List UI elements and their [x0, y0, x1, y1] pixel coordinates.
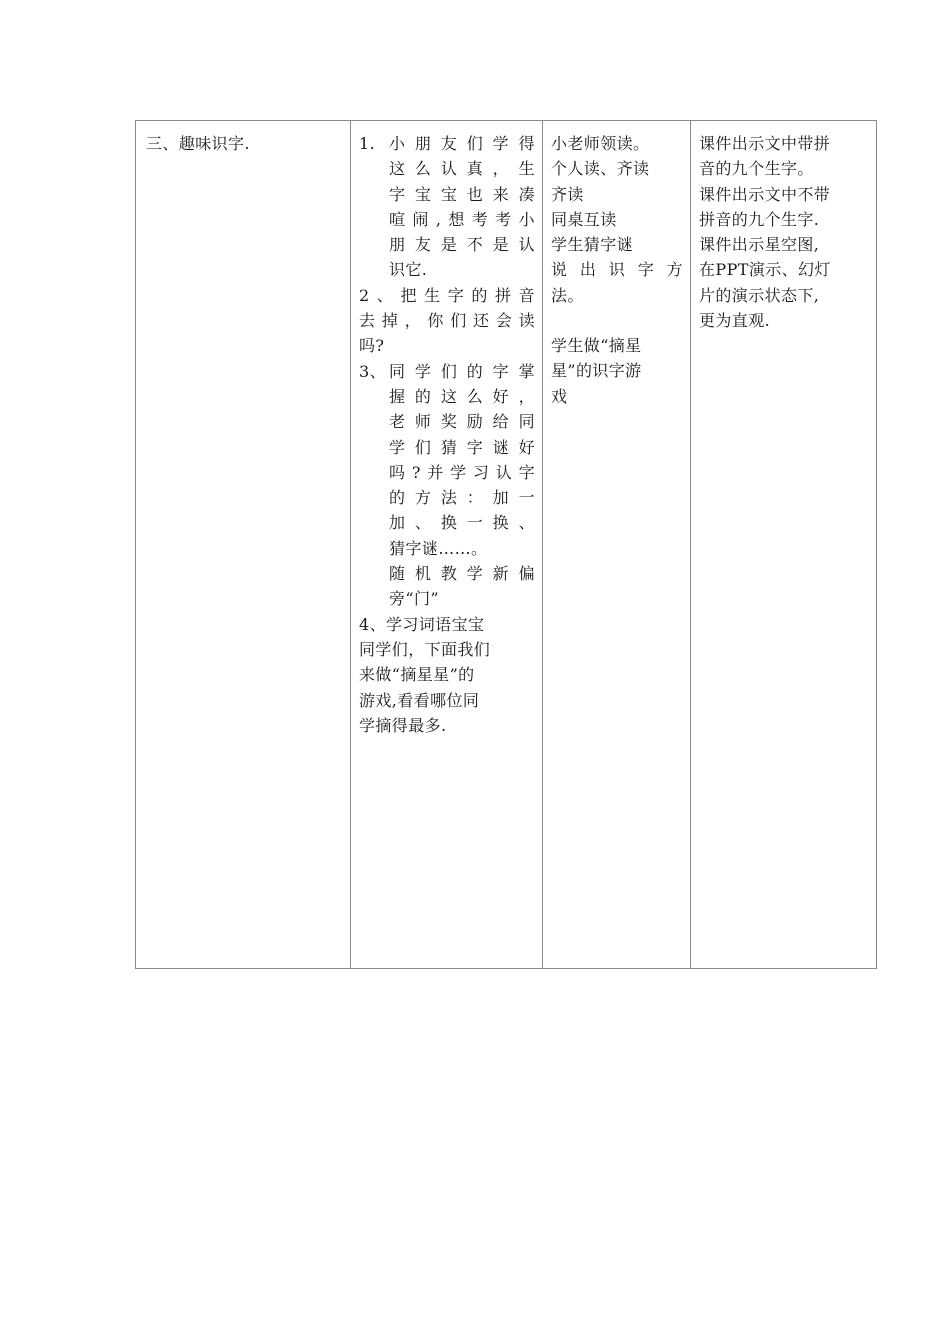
text-line: 老师奖励给同 — [389, 412, 535, 432]
text-line: 的方法：加一 — [389, 488, 535, 508]
text-line: 握的这么好， — [389, 386, 535, 406]
spacer — [551, 308, 683, 333]
text-line: 学生做“摘星 — [551, 336, 642, 356]
text-line: 课件出示文中不带 — [699, 184, 831, 204]
item-number: 1. — [359, 134, 376, 153]
student-block-2 — [551, 333, 683, 409]
teacher-item-3 — [359, 359, 535, 612]
teacher-item-4 — [359, 612, 535, 738]
text-line: 同学们，下面我们 — [359, 639, 491, 659]
text-line: 齐读 — [551, 184, 584, 204]
text-line: 字宝宝也来凑 — [389, 184, 535, 204]
text-line: 课件出示文中带拼 — [699, 134, 831, 153]
stage-cell — [136, 121, 351, 969]
text-line: 喧闹,想考考小 — [389, 209, 535, 229]
lesson-plan-table — [135, 120, 877, 969]
text-line: 戏 — [551, 386, 568, 406]
teacher-item-2 — [359, 283, 535, 359]
text-line: 说出识字方 — [551, 260, 683, 280]
stage-title: 三、趣味识字. — [146, 134, 250, 153]
text-line: 小老师领读。 — [551, 134, 650, 153]
text-line: 课件出示星空图, — [699, 235, 820, 255]
teacher-item-1 — [359, 131, 535, 283]
text-line: 随机教学新偏 — [389, 564, 535, 584]
text-line: 猜字谜……。 — [389, 538, 488, 558]
text-line: 学生猜字谜 — [551, 235, 634, 255]
student-block-1 — [551, 131, 683, 308]
text-line: 吗? — [359, 336, 385, 356]
text-line: 拼音的九个生字. — [699, 209, 820, 229]
text-line: 星”的识字游 — [551, 361, 642, 381]
text-line: 这么认真，生 — [389, 159, 535, 179]
text-line: 朋友是不是认 — [389, 235, 535, 255]
text-line: 小朋友们学得 — [389, 134, 535, 153]
text-line: 去掉，你们还会读 — [359, 311, 535, 331]
text-line: 识它. — [389, 260, 428, 280]
student-activity-cell — [543, 121, 691, 969]
text-line: 同桌互读 — [551, 209, 617, 229]
text-line: 2、把生字的拼音 — [359, 285, 535, 305]
table-row — [136, 121, 877, 969]
text-line: 音的九个生字。 — [699, 159, 814, 179]
design-intent-cell — [691, 121, 877, 969]
text-line: 4、学习词语宝宝 — [359, 614, 485, 634]
text-line: 游戏,看看哪位同 — [359, 690, 480, 710]
text-line: 个人读、齐读 — [551, 159, 650, 179]
text-line: 片的演示状态下, — [699, 285, 820, 305]
teacher-activity-cell — [351, 121, 543, 969]
text-line: 在PPT演示、幻灯 — [699, 260, 831, 280]
text-line: 更为直观. — [699, 311, 771, 331]
text-line: 旁“门” — [389, 589, 439, 609]
item-number: 3、 — [359, 361, 386, 381]
text-line: 同学们的字掌 — [389, 361, 535, 381]
text-line: 学摘得最多. — [359, 715, 447, 735]
text-line: 来做“摘星星”的 — [359, 665, 475, 685]
text-line: 吗?并学习认字 — [389, 462, 535, 482]
text-line: 法。 — [551, 285, 584, 305]
text-line: 加、换一换、 — [389, 513, 535, 533]
text-line: 学们猜字谜好 — [389, 437, 535, 457]
